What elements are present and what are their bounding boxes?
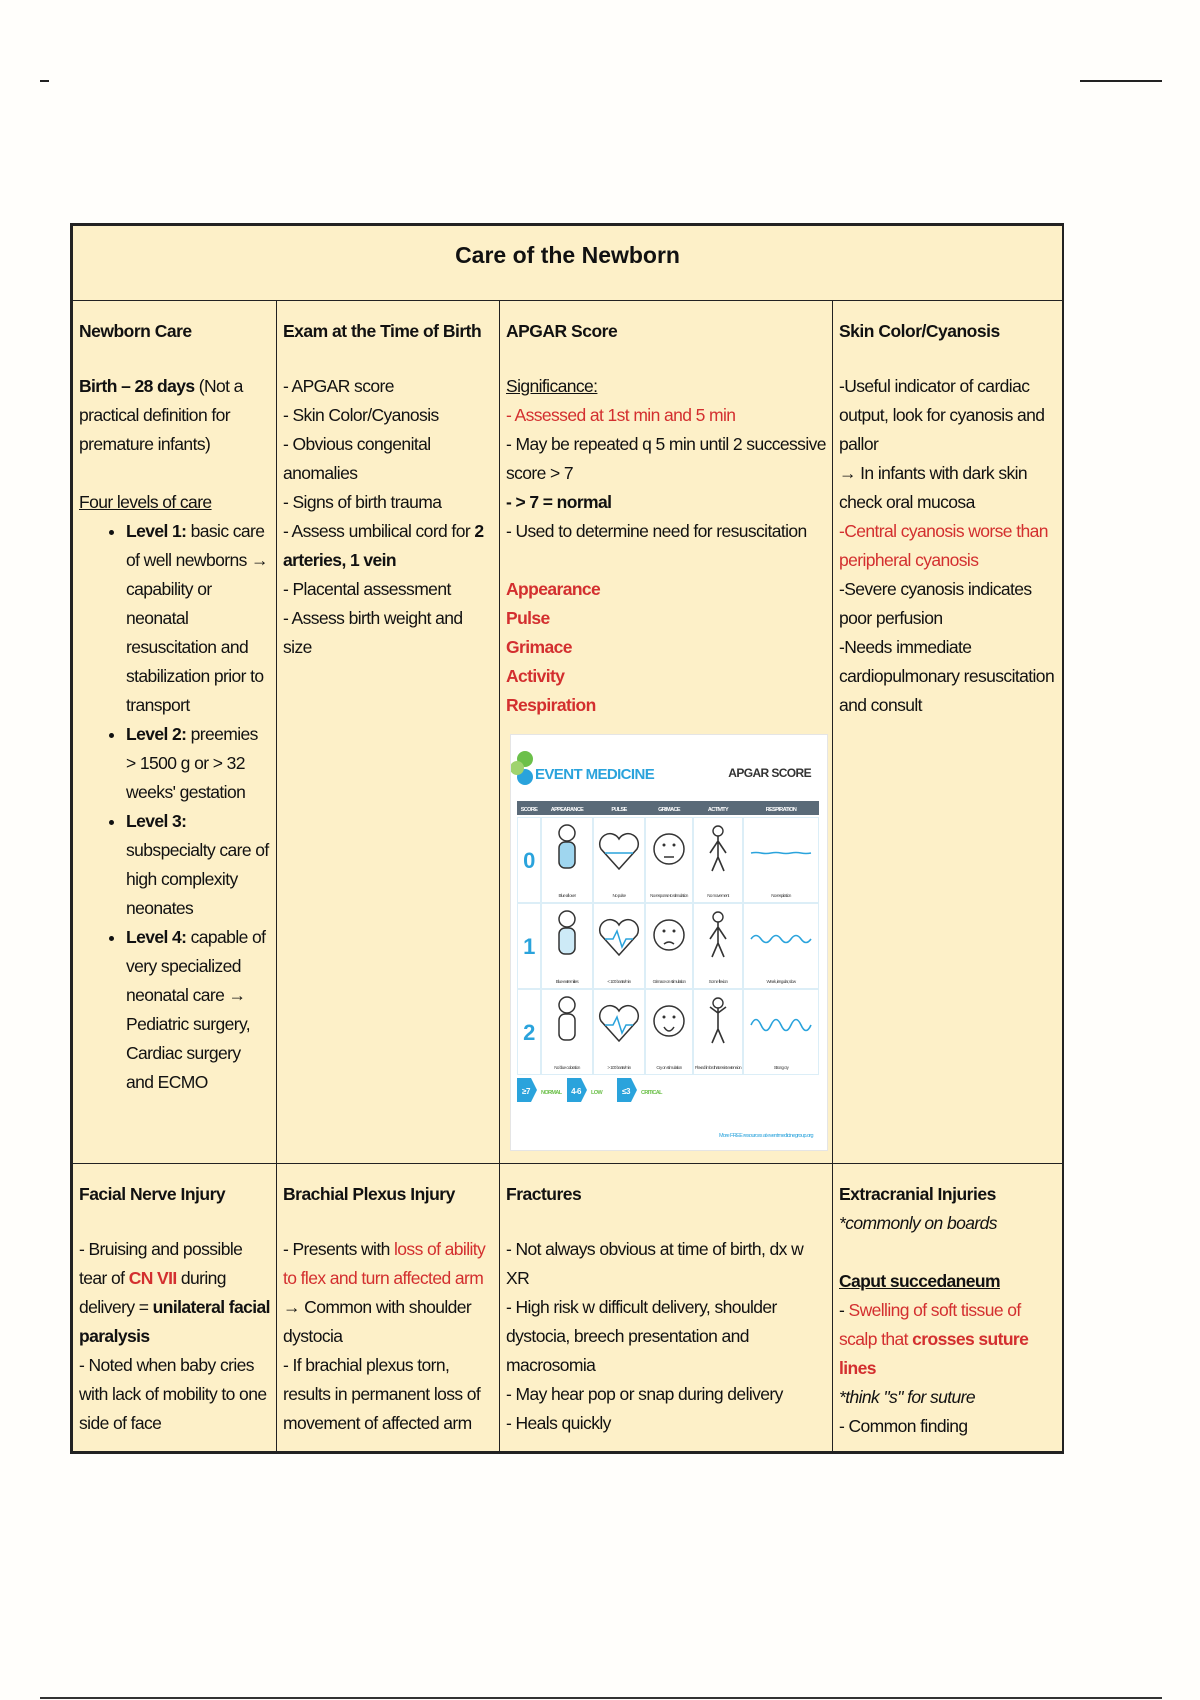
brachial-highlight: loss of ability to flex and turn affected arm xyxy=(283,1239,486,1288)
apgar-repeated: - May be repeated q 5 min until 2 successive score > 7 xyxy=(506,434,826,483)
score-caption: No movement xyxy=(707,893,729,898)
corner-dash-right xyxy=(1080,80,1162,82)
level-label: Level 1: xyxy=(126,521,187,541)
score-caption: No pulse xyxy=(612,893,626,898)
exam-item: - Obvious congenital anomalies xyxy=(283,434,431,483)
skin-p1: -Useful indicator of cardiac output, look for cyanosis and pallor xyxy=(839,376,1045,454)
mnemonic-item: Grimace xyxy=(506,637,572,657)
score-caption: Strong cry xyxy=(773,1065,789,1070)
level-label: Level 3: xyxy=(126,811,187,831)
column-header: RESPIRATION xyxy=(765,807,797,813)
apgar-cell xyxy=(500,301,833,1164)
newborn-care-cell xyxy=(73,301,277,1164)
fracture-item: - Heals quickly xyxy=(506,1413,611,1433)
level-item xyxy=(126,923,271,1097)
legend-range: ≤3 xyxy=(622,1087,630,1096)
extracranial-heading: Extracranial Injuries xyxy=(839,1184,996,1204)
common-finding: - Common finding xyxy=(839,1416,968,1436)
fracture-item: - May hear pop or snap during delivery xyxy=(506,1384,783,1404)
apgar-used: - Used to determine need for resuscitation xyxy=(506,521,807,541)
facial-heading: Facial Nerve Injury xyxy=(79,1184,226,1204)
face-eye-icon xyxy=(673,844,676,847)
cord-vessels: 2 arteries, 1 vein xyxy=(283,521,484,570)
face-eye-icon xyxy=(673,930,676,933)
face-eye-icon xyxy=(663,1016,666,1019)
brachial-plexus-cell xyxy=(277,1164,500,1452)
exam-item: - Signs of birth trauma xyxy=(283,492,442,512)
score-caption: No blue coloration xyxy=(554,1065,580,1070)
activity-figure-icon xyxy=(713,826,723,836)
level-text: basic care of well newborns → capability or neonatal resuscitation and stabilization prior to transport xyxy=(126,521,268,715)
facial-p1 xyxy=(79,1235,271,1351)
exam-item: - Assess birth weight and size xyxy=(283,608,463,657)
score-caption: Blue all over xyxy=(558,893,576,898)
fractures-cell xyxy=(500,1164,833,1452)
level-label: Level 2: xyxy=(126,724,187,744)
infographic-footer: More FREE resources at eventmedicinegroup.org xyxy=(718,1133,813,1139)
score-caption: Weak, irregular, slow xyxy=(766,979,796,984)
birth-note: (Not a practical definition for premature infants) xyxy=(79,376,243,454)
baby-body-icon xyxy=(559,842,575,868)
brachial-text: - Presents with xyxy=(283,1239,394,1259)
event-medicine-logo-icon xyxy=(511,751,533,785)
caput-text: - xyxy=(839,1300,849,1320)
facial-p2: - Noted when baby cries with lack of mobility to one side of face xyxy=(79,1355,267,1433)
facial-nerve-cell xyxy=(73,1164,277,1452)
exam-item: - APGAR score xyxy=(283,376,394,396)
baby-body-icon xyxy=(559,1014,575,1040)
score-caption: Grimace on stimulation xyxy=(652,979,686,984)
table-title: Care of the Newborn xyxy=(73,226,1063,301)
facial-paralysis: unilateral facial paralysis xyxy=(79,1297,270,1346)
skin-p2: → In infants with dark skin check oral mucosa xyxy=(839,463,1028,512)
exam-item: - Placental assessment xyxy=(283,579,451,599)
caput-desc xyxy=(839,1296,1057,1383)
score-caption: Cry on stimulation xyxy=(656,1065,682,1070)
baby-body-icon xyxy=(559,928,575,954)
column-header: GRIMACE xyxy=(658,807,680,813)
score-caption: Flexed limbs that resist extension xyxy=(694,1065,742,1070)
caput-title: Caput succedaneum xyxy=(839,1271,1000,1291)
birth-definition xyxy=(79,372,271,459)
boards-note: *commonly on boards xyxy=(839,1213,997,1233)
level-item xyxy=(126,807,271,923)
exam-item-cord xyxy=(283,517,494,575)
apgar-infographic-svg xyxy=(511,735,827,1150)
legend-label: LOW xyxy=(591,1090,603,1096)
suture-lines: crosses suture lines xyxy=(839,1329,1029,1378)
legend-label: CRITICAL xyxy=(641,1090,662,1096)
mnemonic-item: Appearance xyxy=(506,579,601,599)
exam-item: - Skin Color/Cyanosis xyxy=(283,405,439,425)
face-grimace-icon xyxy=(654,834,684,864)
score-caption: No respiration xyxy=(771,893,791,898)
column-header: SCORE xyxy=(520,807,538,813)
mnemonic-item: Respiration xyxy=(506,695,596,715)
facial-text: during delivery = xyxy=(79,1268,226,1317)
face-eye-icon xyxy=(663,930,666,933)
activity-figure-icon xyxy=(713,912,723,922)
skin-color-cell xyxy=(833,301,1063,1164)
score-label: 1 xyxy=(523,934,535,959)
skin-p3: -Central cyanosis worse than peripheral cyanosis xyxy=(839,521,1048,570)
corner-dash-left xyxy=(40,80,49,82)
skin-p5: -Needs immediate cardiopulmonary resuscitation and consult xyxy=(839,637,1055,715)
cord-text: - Assess umbilical cord for xyxy=(283,521,475,541)
score-caption: < 100 beats/min xyxy=(607,979,631,984)
exam-heading: Exam at the Time of Birth xyxy=(283,321,482,341)
grid-cell xyxy=(744,904,819,989)
apgar-normal: - > 7 = normal xyxy=(506,492,612,512)
score-caption: No response to stimulation xyxy=(650,893,688,898)
apgar-mnemonic xyxy=(506,575,827,720)
mnemonic-item: Pulse xyxy=(506,608,550,628)
suture-mnemonic: *think "s" for suture xyxy=(839,1387,975,1407)
column-header: ACTIVITY xyxy=(707,807,729,813)
activity-figure-icon xyxy=(713,998,723,1008)
significance-label: Significance: xyxy=(506,376,598,396)
face-eye-icon xyxy=(663,844,666,847)
legend-range: 4-6 xyxy=(571,1087,581,1096)
face-eye-icon xyxy=(673,1016,676,1019)
legend-label: NORMAL xyxy=(541,1090,562,1096)
newborn-care-heading: Newborn Care xyxy=(79,321,192,341)
score-label: 2 xyxy=(523,1020,535,1045)
fracture-item: - Not always obvious at time of birth, dx w XR xyxy=(506,1239,804,1288)
apgar-heading: APGAR Score xyxy=(506,321,618,341)
face-grimace-icon xyxy=(654,920,684,950)
fractures-heading: Fractures xyxy=(506,1184,582,1204)
mnemonic-item: Activity xyxy=(506,666,565,686)
levels-title: Four levels of care xyxy=(79,492,212,512)
caput-highlight: Swelling of soft tissue of scalp that xyxy=(839,1300,1021,1349)
level-item xyxy=(126,517,271,720)
cranial-nerve: CN VII xyxy=(128,1268,177,1288)
brachial-p2: → Common with shoulder dystocia xyxy=(283,1297,472,1346)
respiration-wave-icon xyxy=(751,853,811,854)
score-caption: > 100 beats/min xyxy=(607,1065,631,1070)
bottom-rule xyxy=(40,1697,1162,1699)
facial-text: - Bruising and possible tear of xyxy=(79,1239,243,1288)
column-header: PULSE xyxy=(611,807,627,813)
birth-range: Birth – 28 days xyxy=(79,376,195,396)
fracture-item: - High risk w difficult delivery, shoulder dystocia, breech presentation and macrosomia xyxy=(506,1297,777,1375)
exam-cell xyxy=(277,301,500,1164)
skin-p4: -Severe cyanosis indicates poor perfusion xyxy=(839,579,1032,628)
newborn-care-table xyxy=(70,223,1064,1454)
brachial-p3: - If brachial plexus torn, results in permanent loss of movement of affected arm xyxy=(283,1355,481,1433)
level-label: Level 4: xyxy=(126,927,187,947)
extracranial-cell xyxy=(833,1164,1063,1452)
apgar-score-infographic xyxy=(510,734,828,1151)
score-label: 0 xyxy=(523,848,535,873)
score-caption: Blue extremities xyxy=(555,979,579,984)
level-text: subspecialty care of high complexity neonates xyxy=(126,840,269,918)
column-header: APPEARANCE xyxy=(550,807,584,813)
levels-list xyxy=(79,517,271,1097)
brachial-heading: Brachial Plexus Injury xyxy=(283,1184,455,1204)
level-text: capable of very specialized neonatal care → Pediatric surgery, Cardiac surgery and ECMO xyxy=(126,927,266,1092)
skin-heading: Skin Color/Cyanosis xyxy=(839,321,1000,341)
grid-cell xyxy=(744,818,819,903)
brachial-p1 xyxy=(283,1235,494,1293)
brand-name: EVENT MEDICINE xyxy=(535,766,655,783)
score-caption: Some flexion xyxy=(708,979,728,984)
infographic-title: APGAR SCORE xyxy=(728,766,811,780)
level-item xyxy=(126,720,271,807)
legend-range: ≥7 xyxy=(522,1087,530,1096)
grid-cell xyxy=(744,990,819,1075)
level-text: preemies > 1500 g or > 32 weeks' gestation xyxy=(126,724,258,802)
apgar-assessed: - Assessed at 1st min and 5 min xyxy=(506,405,736,425)
